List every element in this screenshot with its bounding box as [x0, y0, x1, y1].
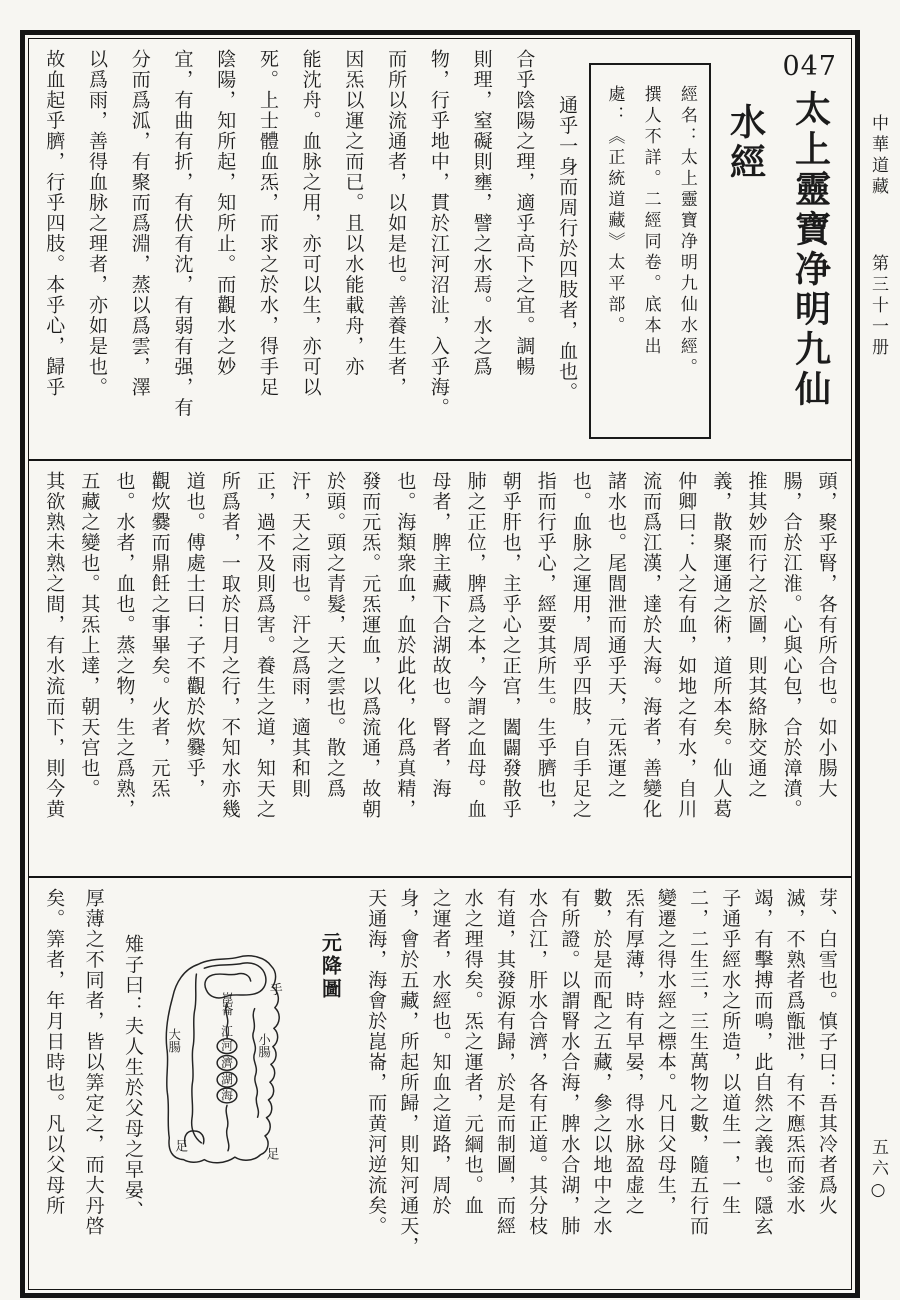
text-column: 也。水者，血也。蒸之物，生之爲熟， — [113, 471, 136, 820]
text-column: 指而行乎心，經要其所生。生乎臍也， — [534, 471, 557, 820]
page-title-second-line: 水經 — [724, 103, 767, 183]
text-column: 流而爲江漢，達於大海。海者，善變化 — [640, 471, 663, 820]
page-frame-inner — [28, 38, 852, 1290]
text-column: 死。上士體血炁，而求之於水，得手足 — [256, 49, 279, 398]
text-column: 經名：太上靈寶净明九仙水經。 — [676, 85, 697, 379]
volume-label: 第三十一册 — [868, 254, 888, 359]
folio-number: 五六○ — [868, 1138, 888, 1204]
colophon-box — [589, 63, 711, 439]
text-column: 觀炊爨而鼎飪之事畢矣。火者，元炁 — [148, 471, 171, 799]
text-column: 發而元炁。元炁運血，以爲流通，故朝 — [359, 471, 382, 820]
text-column: 芽、白雪也。慎子曰：吾其冷者爲火 — [815, 888, 838, 1216]
text-column: 水之理得矣。炁之運者，元綱也。血 — [461, 888, 484, 1216]
text-column: 滅，不熟者爲甑泄，有不應炁而釜水 — [783, 888, 806, 1216]
diagram-inner-right — [253, 1009, 259, 1118]
text-column: 通乎一身而周行於四肢者，血也。 — [556, 95, 579, 403]
text-column: 所爲者，一取於日月之行，不知水亦幾 — [218, 471, 241, 820]
text-columns-top — [43, 49, 577, 449]
text-column: 腸，合於江淮。心與心包，合於漳濆。 — [780, 471, 803, 820]
diagram-label-he: 河 — [220, 1039, 233, 1054]
text-column: 汗，天之雨也。汗之爲雨，適其和則 — [289, 471, 312, 799]
diagram-label-hai: 海 — [220, 1088, 233, 1103]
section-bottom — [29, 878, 851, 1289]
text-column: 則理，窒礙則壅，譬之水焉。水之爲 — [470, 49, 493, 377]
page-margin — [858, 30, 898, 1288]
title-group — [715, 49, 837, 449]
page-frame — [20, 30, 860, 1298]
text-column: 水合江，肝水合濟，各有正道。其分枝 — [526, 888, 549, 1237]
text-column: 變遷之得水經之標本。凡日父母生， — [654, 888, 677, 1216]
diagram-inner-top — [204, 963, 266, 998]
diagram-label-large-intestine: 大腸 — [166, 1028, 181, 1054]
text-column: 撰人不詳。二經同卷。底本出 — [640, 85, 661, 358]
text-column: 物，行乎地中，貫於江河沼沚，入乎海。 — [427, 49, 450, 418]
text-column: 諸水也。尾閭泄而通乎天，元炁運之 — [605, 471, 628, 799]
title-column — [782, 53, 837, 449]
text-column: 以爲雨，善得血脉之理者，亦如是也。 — [86, 49, 108, 398]
text-column: 分而爲泒，有聚而爲淵，蒸以爲雲，澤 — [128, 49, 151, 398]
text-column: 正，過不及則爲害。養生之道，知天之 — [253, 471, 276, 820]
page-title: 太上靈寶净明九仙 — [789, 90, 832, 410]
text-column: 而所以流通者，以如是也。善養生者， — [385, 49, 408, 398]
diagram-inner-center-lower — [226, 1105, 229, 1150]
yuanjiang-diagram — [153, 888, 303, 1279]
text-column: 母者，脾主藏下合湖故也。腎者，海 — [429, 471, 452, 799]
text-column: 有所證。以謂腎水合海，脾水合湖，肺 — [558, 888, 581, 1237]
text-column: 身，會於五藏，所起所歸，則知河通天， — [397, 888, 420, 1257]
diagram-caption: 元降圖 — [318, 932, 343, 1001]
diagram-svg — [153, 938, 301, 1176]
diagram-label-jiang: 江 — [220, 1024, 233, 1039]
text-column: 仲卿曰：人之有血，如地之有水，自川 — [675, 471, 698, 820]
diagram-label-kunlun: 崑崙 — [219, 991, 234, 1016]
text-columns-bottom-right — [365, 888, 837, 1279]
text-column: 朝乎肝也，主乎心之正宫，闔闢發散乎 — [499, 471, 522, 820]
text-column: 其欲熟未熟之間，有水流而下，則今黄 — [43, 471, 66, 820]
text-column: 矣。筭者，年月日時也。凡以父母所 — [43, 888, 66, 1216]
text-column: 處：《正統道藏》太平部。 — [604, 85, 625, 337]
diagram-inner-left — [191, 974, 201, 1143]
text-column: 道也。傅處士曰：子不觀於炊爨乎， — [183, 471, 206, 799]
text-column: 也。海類衆血，血於此化，化爲真精， — [394, 471, 417, 820]
text-column: 也。血脉之運用，周乎四肢，自手足之 — [569, 471, 592, 820]
diagram-label-ji: 濟 — [220, 1055, 233, 1070]
text-column: 義，散聚運通之術，道所本矣。仙人葛 — [710, 471, 733, 820]
text-column: 於頭。頭之青髮，天之雲也。散之爲 — [324, 471, 347, 799]
text-column: 頭，聚乎腎，各有所合也。如小腸大 — [815, 471, 838, 799]
diagram-label-foot-right: 足 — [266, 1147, 279, 1163]
section-middle — [29, 459, 851, 878]
text-column: 厚薄之不同者，皆以筭定之，而大丹啓 — [82, 888, 105, 1237]
text-column: 雉子曰：夫人生於父母之早晏、 — [121, 934, 144, 1221]
diagram-label-hu: 湖 — [220, 1072, 233, 1087]
text-column: 數，於是而配之五藏，參之以地中之水 — [590, 888, 613, 1237]
text-column: 宜，有曲有折，有伏有沈，有弱有强，有 — [171, 49, 194, 418]
series-title: 中華道藏 — [868, 114, 888, 198]
text-column: 能沈舟。血脉之用，亦可以生，亦可以 — [299, 49, 322, 398]
text-column: 合乎陰陽之理，適乎高下之宜。調暢 — [513, 49, 536, 377]
diagram-label-foot-left: 足 — [174, 1139, 188, 1155]
text-columns-middle — [43, 471, 837, 866]
text-column: 天通海，海會於崑崙，而黄河逆流矣。 — [365, 888, 388, 1237]
text-column: 二，二生三，三生萬物之數，隨五行而 — [687, 888, 710, 1237]
text-column: 五藏之變也。其炁上達，朝天宫也。 — [78, 471, 101, 799]
text-columns-bottom-left — [43, 888, 143, 1279]
text-column: 竭，有擊搏而鳴，此自然之義也。隱玄 — [751, 888, 774, 1237]
text-column: 肺之正位，脾爲之本，今謂之血母。血 — [464, 471, 487, 820]
text-column: 有道，其發源有歸，於是而制圖，而經 — [493, 888, 516, 1237]
text-column: 因炁以運之而已。且以水能載舟，亦 — [342, 49, 365, 377]
diagram-label-small-intestine: 小腸 — [256, 1033, 271, 1058]
diagram-label-hand: 手 — [269, 982, 283, 998]
text-column: 推其妙而行之於圖，則其絡脉交通之 — [745, 471, 768, 799]
text-column: 陰陽，知所起，知所止。而觀水之妙 — [214, 49, 237, 377]
text-column: 子通乎經水之所造，以道生一，一生 — [719, 888, 742, 1216]
text-column: 炁有厚薄，時有早晏，得水脉盈虚之 — [622, 888, 645, 1216]
catalog-number: 047 — [782, 51, 837, 82]
text-column: 故血起乎臍，行乎四肢。本乎心，歸乎 — [43, 49, 66, 398]
section-top — [29, 39, 851, 459]
text-column: 之運者，水經也。知血之道路，周於 — [429, 888, 452, 1216]
